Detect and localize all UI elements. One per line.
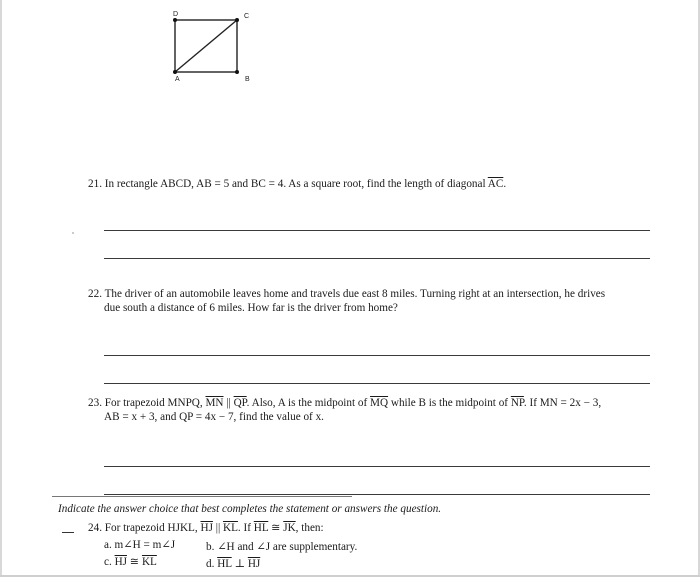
question-23 [88, 396, 601, 410]
vertex-label-d: D [173, 11, 179, 18]
question-number: 22. [88, 288, 102, 300]
question-text: . Also, A is the midpoint of [246, 397, 371, 409]
question-text: For trapezoid HJKL, [104, 522, 201, 534]
choice-letter: d. [206, 558, 218, 570]
congruent-symbol: ≅ [127, 556, 142, 568]
segment-mn: $\overline{MN}$ [205, 397, 224, 409]
vertex-d-dot [173, 18, 177, 22]
answer-line-22-1[interactable] [104, 355, 650, 356]
question-text-end: . [503, 178, 507, 190]
question-text: In rectangle ABCD, AB = 5 and BC = 4. As a square root, find the length of diagonal [104, 178, 488, 190]
segment-kl: $\overline{KL}$ [223, 522, 238, 534]
question-21 [88, 177, 506, 191]
congruent-symbol: ≅ [268, 522, 284, 534]
question-text: while B is the midpoint of [388, 397, 511, 409]
choice-letter: c. [104, 556, 115, 568]
segment-hj: $\overline{HJ}$ [247, 558, 261, 570]
segment-hj: $\overline{HJ}$ [200, 522, 213, 534]
choice-d[interactable] [206, 557, 260, 570]
diagonal-ac [175, 20, 237, 72]
answer-blank-24[interactable] [62, 532, 74, 533]
segment-hj: $\overline{HJ}$ [114, 556, 127, 568]
question-24 [88, 521, 324, 535]
question-text: For trapezoid MNPQ, [104, 397, 206, 409]
question-text: , then: [295, 522, 324, 534]
choice-b[interactable]: b. ∠H and ∠J are supplementary. [206, 541, 358, 553]
segment-np: $\overline{NP}$ [510, 397, 524, 409]
question-23-line-2: AB = x + 3, and QP = 4x − 7, find the value of x. [104, 411, 324, 423]
answer-line-23-2[interactable] [104, 494, 650, 495]
parallel-symbol: || [223, 397, 234, 409]
vertex-label-b: B [245, 76, 250, 83]
question-number: 23. [88, 397, 102, 409]
segment-jk: $\overline{JK}$ [283, 522, 296, 534]
instructions-text: Indicate the answer choice that best completes the statement or answers the question. [58, 503, 442, 515]
question-number: 21. [88, 178, 102, 190]
segment-kl: $\overline{KL}$ [141, 556, 157, 568]
vertex-a-dot [173, 70, 177, 74]
question-text: . If MN = 2x − 3, [523, 397, 602, 409]
vertex-label-a: A [175, 76, 180, 83]
scan-speck [72, 232, 74, 234]
vertex-label-c: C [244, 13, 250, 20]
parallel-symbol: || [212, 522, 223, 534]
segment-mq: $\overline{MQ}$ [370, 397, 389, 409]
rectangle-abcd-figure [160, 8, 260, 88]
question-22 [88, 287, 605, 301]
page-left-border [0, 0, 2, 577]
vertex-b-dot [235, 70, 239, 74]
answer-line-21-2[interactable] [104, 258, 650, 259]
segment-hl: $\overline{HL}$ [253, 522, 269, 534]
question-22-line-2: due south a distance of 6 miles. How far is the driver from home? [104, 302, 398, 314]
vertex-c-dot [235, 18, 239, 22]
answer-line-22-2[interactable] [104, 383, 650, 384]
segment-qp: $\overline{QP}$ [233, 397, 247, 409]
answer-line-21-1[interactable] [104, 230, 650, 231]
section-separator [52, 496, 352, 497]
question-text: . If [237, 522, 254, 534]
choice-a[interactable]: a. m∠H = m∠J [104, 539, 176, 551]
segment-hl: $\overline{HL}$ [217, 558, 232, 570]
question-text-line-1: The driver of an automobile leaves home and travels due east 8 miles. Turning right at an intersection, he drives [104, 288, 606, 300]
choice-c[interactable] [104, 555, 157, 568]
answer-line-23-1[interactable] [104, 466, 650, 467]
question-number: 24. [88, 522, 102, 534]
perpendicular-symbol: ⊥ [231, 558, 248, 570]
segment-ac: $\overline{AC}$ [487, 178, 504, 190]
